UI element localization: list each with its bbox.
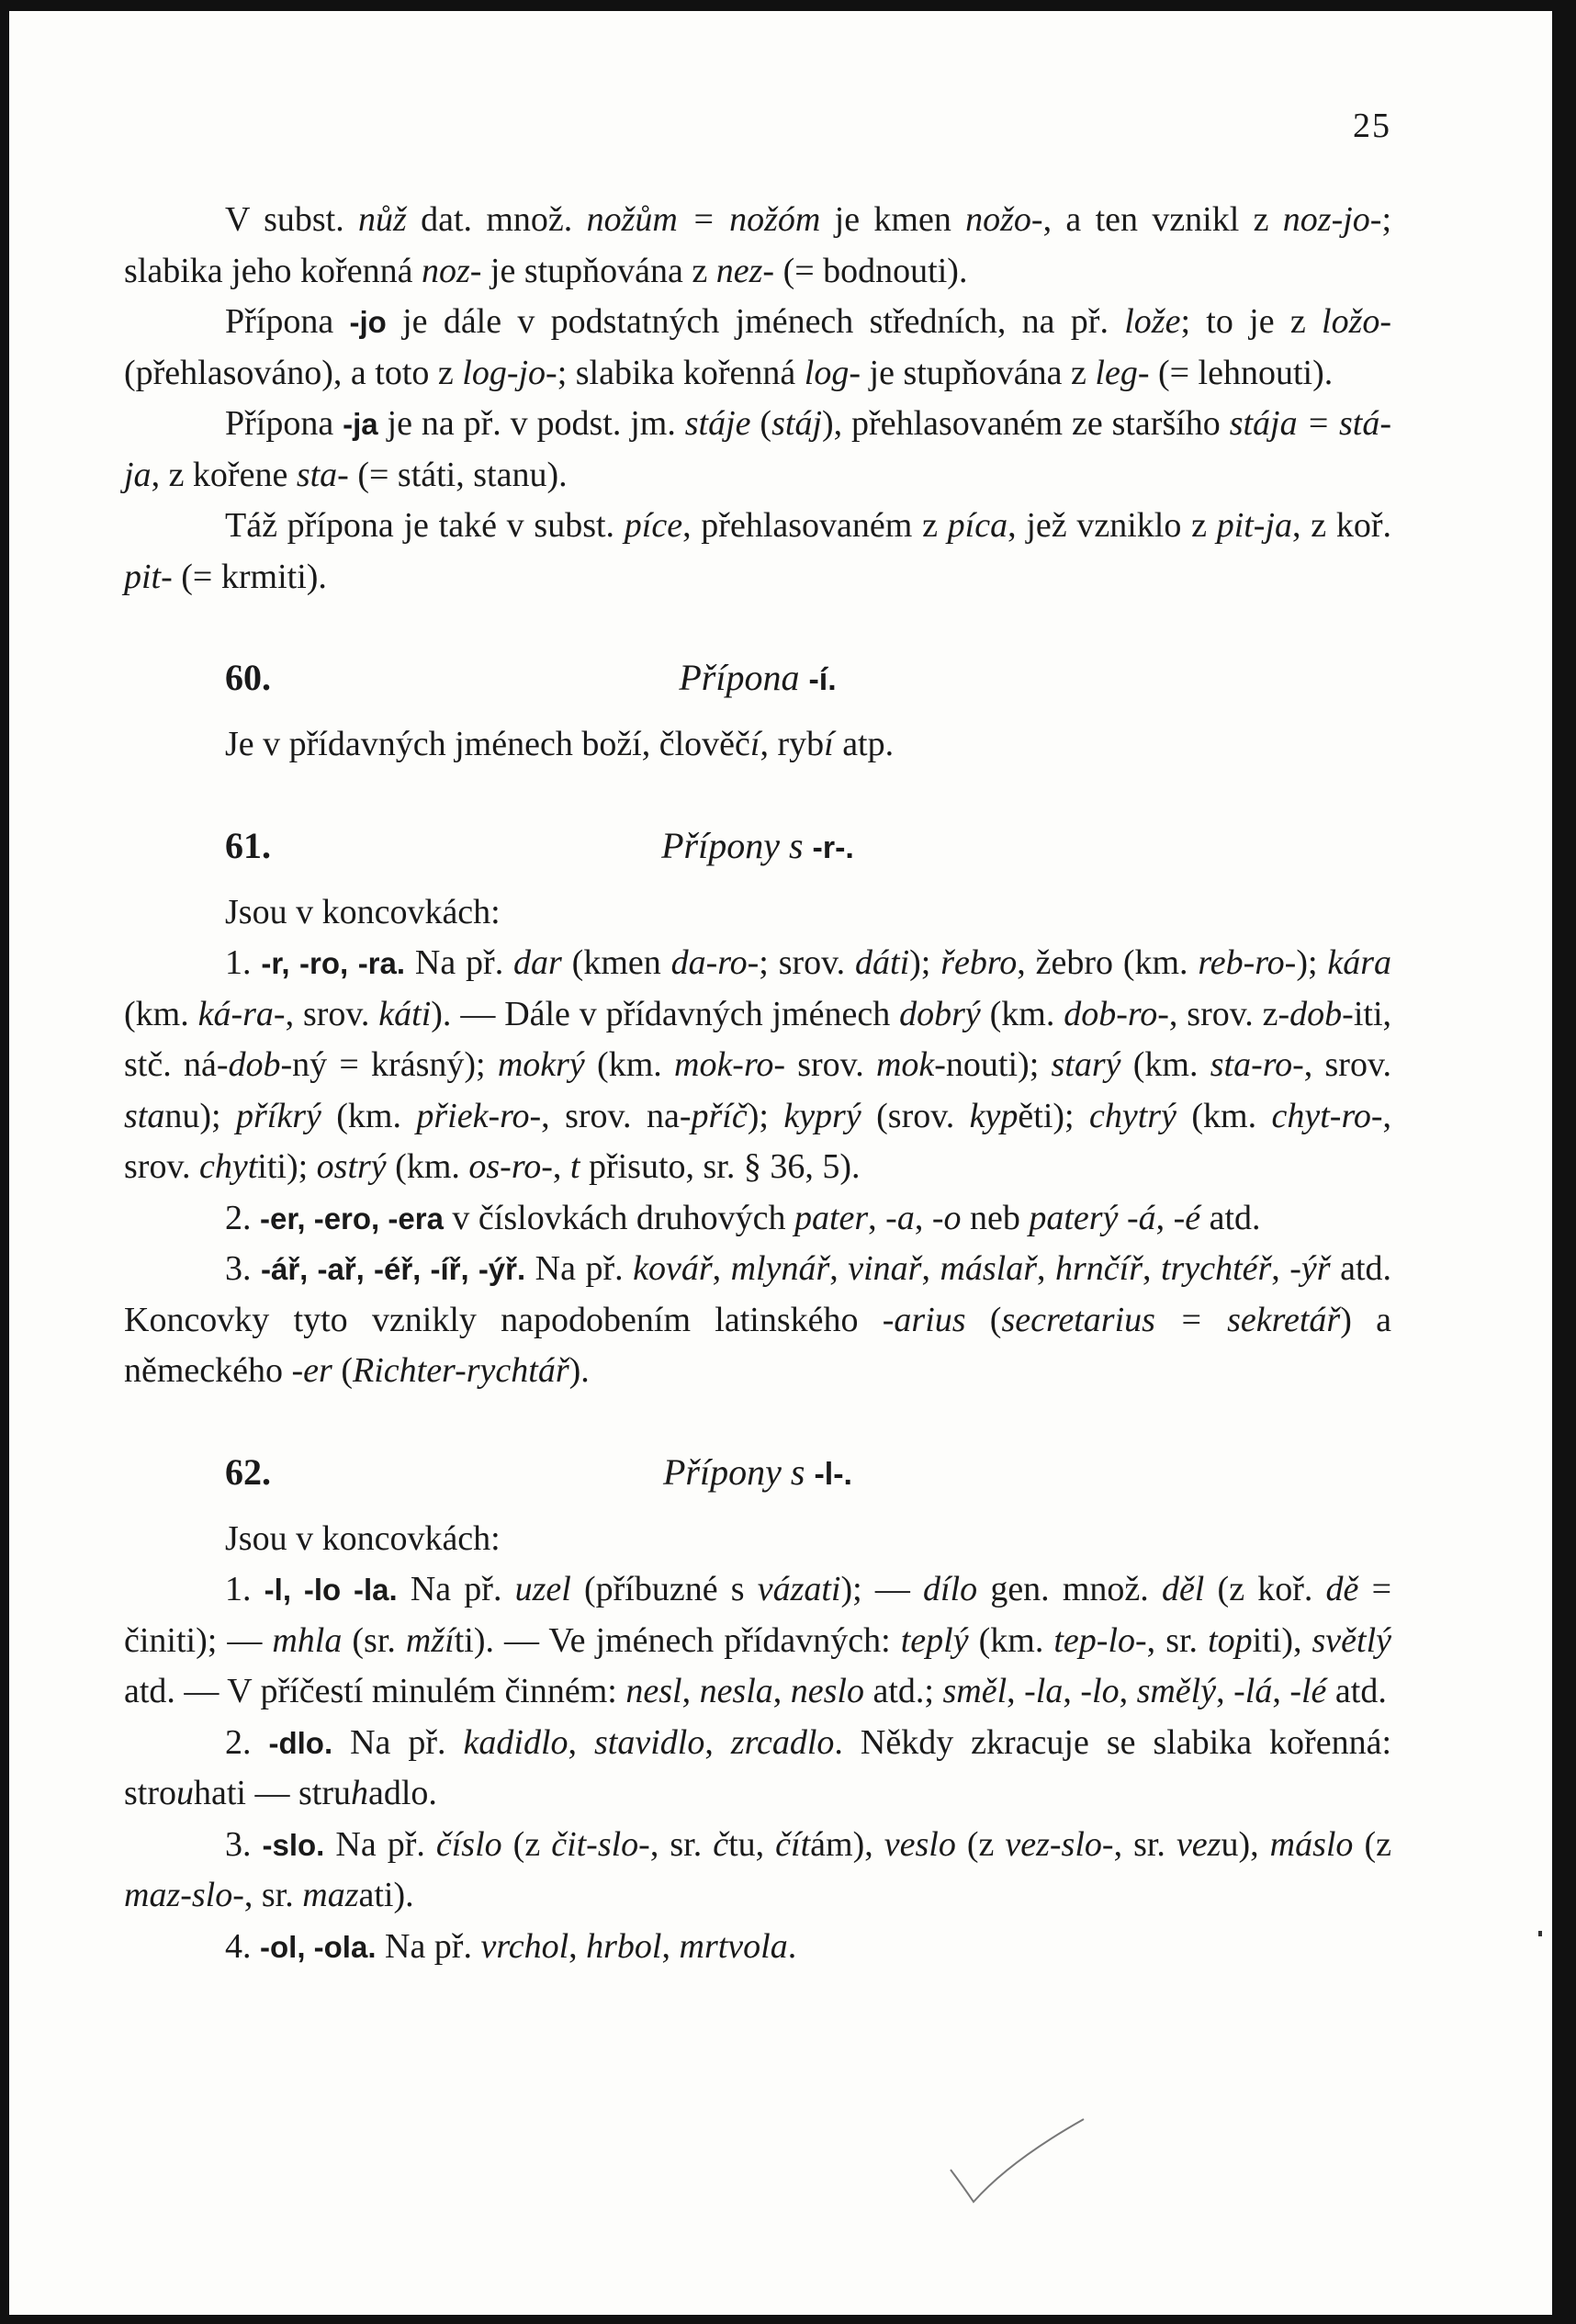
section-title: Přípona -í. [679,657,837,698]
section-title: Přípony s -l-. [663,1450,852,1493]
section-61-intro: Jsou v koncovkách: [225,892,501,931]
section-title: Přípony s -r-. [661,824,854,866]
section-62-item-1: 1. -l, -lo -la. Na př. uzel (příbuzné s vázati); — dílo gen. množ. děl (z koř. dě = činiti); — mhla (sr. mžíti). — Ve jménech přídavných: teplý (km. tep-lo-, sr. topiti), světlý atd. — V příčestí minulém činném: nesl, nesla, neslo atd.; směl, -la, -lo, smělý, -lá, -lé atd. [124,1570,1392,1710]
section-number: 62. [225,1450,271,1493]
section-62-intro: Jsou v koncovkách: [225,1518,501,1558]
section-number: 61. [225,824,271,866]
section-61-item-3: 3. -ář, -ař, -éř, -íř, -ýř. Na př. kovář, mlynář, vinař, máslař, hrnčíř, trychtéř, -ýř atd. Koncovky tyto vznikly napodobením latinského -arius (secretarius = sekretář) a německého -er (Richter-rychtář). [124,1249,1391,1390]
section-62-item-2: 2. -dlo. Na př. kadidlo, stavidlo, zrcadlo. Někdy zkracuje se slabika kořenná: strouhati — struhadlo. [124,1722,1392,1812]
section-60-text: Je v přídavných jménech boží, člověčí, rybí atp. [225,725,895,763]
section-62-item-4: 4. -ol, -ola. Na př. vrchol, hrbol, mrtvola. [225,1926,797,1966]
section-61-item-2: 2. -er, -ero, -era v číslovkách druhových pater, -a, -o neb paterý -á, -é atd. [225,1198,1261,1237]
pencil-check-mark [946,2115,1093,2216]
section-61-item-1: 1. -r, -ro, -ra. Na př. dar (kmen da-ro-; srov. dáti); řebro, žebro (km. reb-ro-); kára (km. ká-ra-, srov. káti). — Dále v přídavných jménech dobrý (km. dob-ro-, srov. z-dob-iti, stč. ná-dob-ný = krásný); mokrý (km. mok-ro- srov. mok-nouti); starý (km. sta-ro-, srov. stanu); příkrý (km. přiek-ro-, srov. na-příč); kyprý (srov. kypěti); chytrý (km. chyt-ro-, srov. chytiti); ostrý (km. os-ro-, t přisuto, sr. § 36, 5). [124,943,1392,1186]
paragraph-nuz: V subst. nůž dat. množ. nožům = nožóm je kmen nožo-, a ten vznikl z noz-jo-; slabika jeho kořenná noz- je stupňována z nez- (= bodnouti). [124,200,1392,290]
page-number: 25 [1353,107,1391,145]
book-page [9,11,1552,2315]
section-number: 60. [225,657,271,698]
section-60-heading [124,652,1391,703]
page-body [124,195,1391,1972]
section-62-heading [124,1447,1391,1497]
section-62-item-3: 3. -slo. Na př. číslo (z čit-slo-, sr. čtu, čítám), veslo (z vez-slo-, sr. vezu), máslo (z maz-slo-, sr. mazati). [124,1824,1391,1914]
margin-dot [1538,1931,1542,1936]
section-61-heading [124,820,1391,871]
paragraph-suffix-ja: Přípona -ja je na př. v podst. jm. stáje (stáj), přehlasovaném ze staršího stája = stá-ja, z kořene sta- (= státi, stanu). [124,404,1392,494]
paragraph-suffix-jo: Přípona -jo je dále v podstatných jménech středních, na př. lože; to je z ložo- (přehlasováno), a toto z log-jo-; slabika kořenná log- je stupňována z leg- (= lehnouti). [124,302,1392,392]
paragraph-pice: Táž přípona je také v subst. píce, přehlasovaném z píca, jež vzniklo z pit-ja, z koř. pit- (= krmiti). [124,506,1392,596]
